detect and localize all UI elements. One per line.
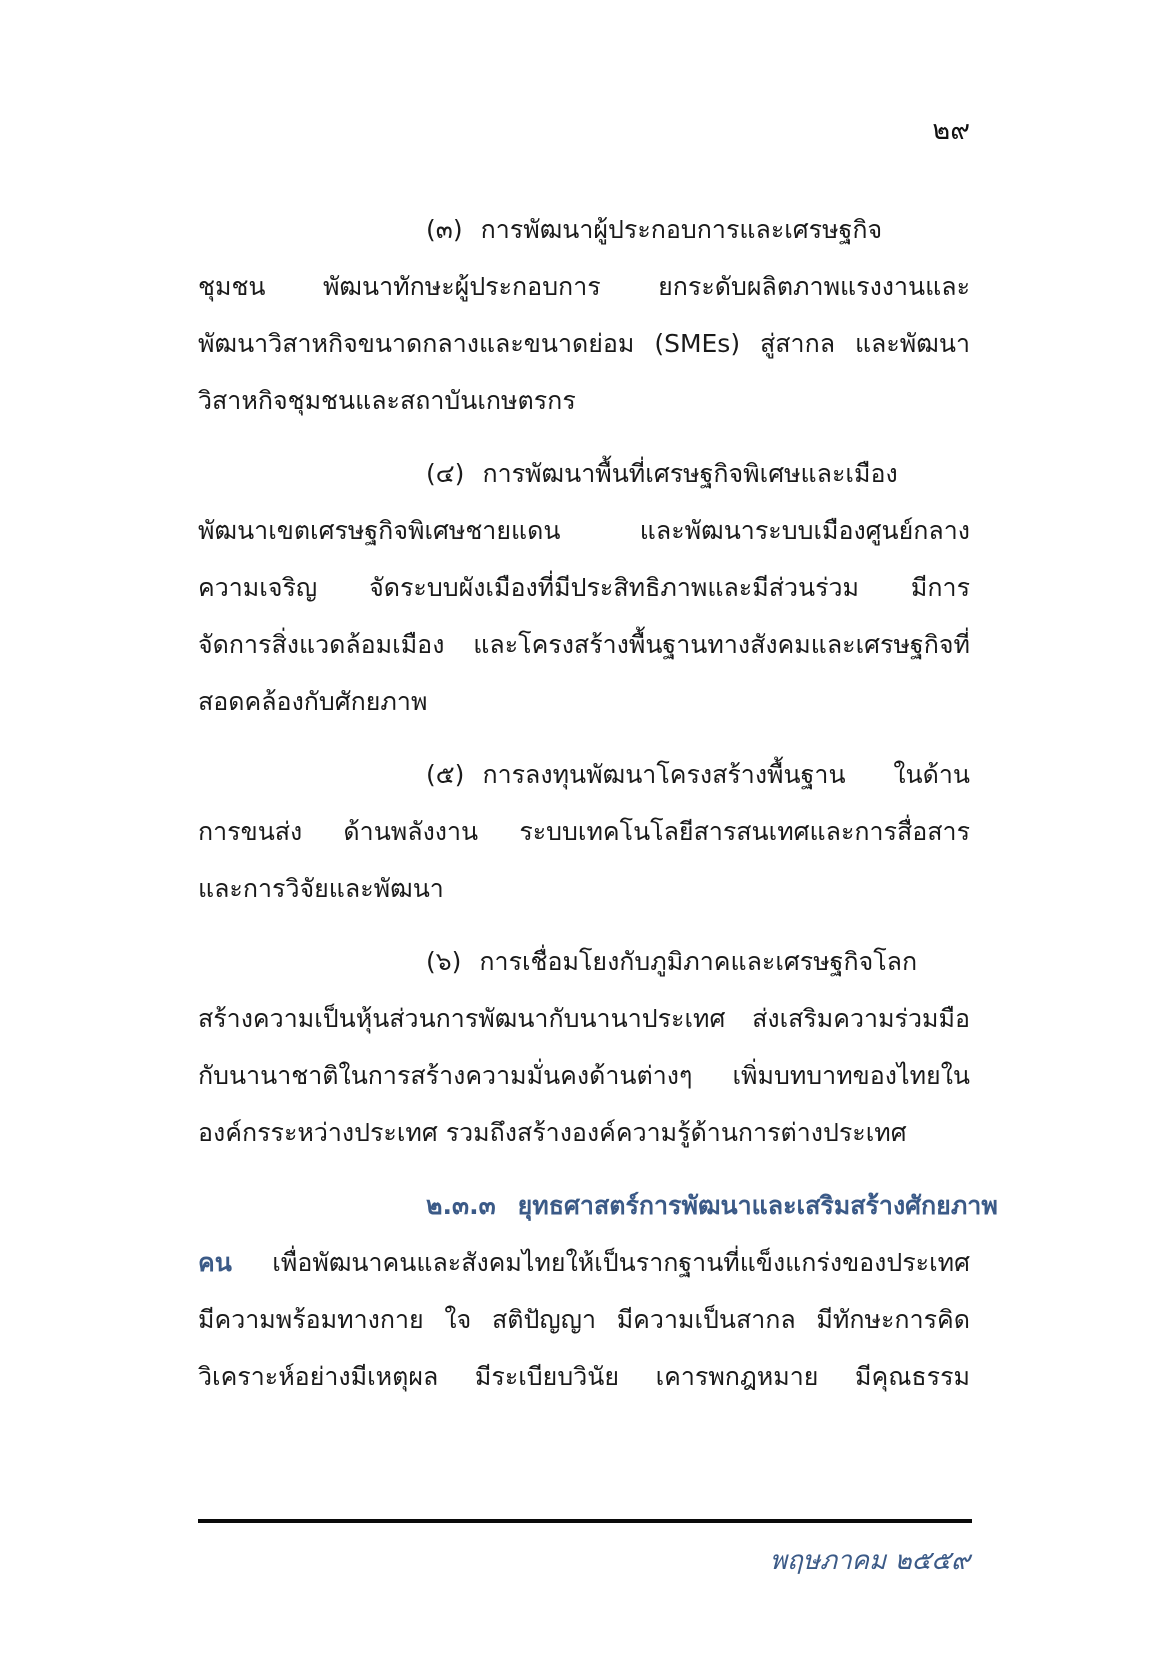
item-line: ชุมชน พัฒนาทักษะผู้ประกอบการ ยกระดับผลิตภาพแรงงานและ [198, 272, 970, 301]
section-heading [198, 1177, 998, 1234]
list-item [198, 445, 970, 730]
section-line: วิเคราะห์อย่างมีเหตุผล มีระเบียบวินัย เคารพกฎหมาย มีคุณธรรม [198, 1362, 970, 1391]
item-number: (๖) [426, 947, 462, 976]
section-line: คน เพื่อพัฒนาคนและสังคมไทยให้เป็นรากฐานที่แข็งแกร่งของประเทศ [198, 1248, 970, 1277]
section-title-continued: คน [198, 1248, 232, 1277]
item-number: (๕) [426, 760, 465, 789]
section-line: มีความพร้อมทางกาย ใจ สติปัญญา มีความเป็นสากล มีทักษะการคิด [198, 1305, 970, 1334]
item-line: พัฒนาเขตเศรษฐกิจพิเศษชายแดน และพัฒนาระบบเมืองศูนย์กลาง [198, 516, 970, 545]
list-item [198, 933, 970, 1161]
item-line: องค์กรระหว่างประเทศ รวมถึงสร้างองค์ความรู้ด้านการต่างประเทศ [198, 1118, 907, 1147]
footer-rule [198, 1519, 972, 1523]
item-first-line: (๔) การพัฒนาพื้นที่เศรษฐกิจพิเศษและเมือง [426, 459, 898, 488]
item-line: การขนส่ง ด้านพลังงาน ระบบเทคโนโลยีสารสนเทศและการสื่อสาร [198, 817, 970, 846]
item-number: (๔) [426, 459, 465, 488]
item-line: กับนานาชาติในการสร้างความมั่นคงด้านต่างๆ เพิ่มบทบาทของไทยใน [198, 1061, 970, 1090]
item-number: (๓) [426, 215, 463, 244]
list-item [198, 746, 970, 917]
document-body [198, 201, 998, 1421]
section-paragraph [198, 1177, 998, 1405]
item-line: สร้างความเป็นหุ้นส่วนการพัฒนากับนานาประเทศ ส่งเสริมความร่วมมือ [198, 1004, 970, 1033]
page-number: ๒๙ [932, 115, 970, 146]
section-title: ยุทธศาสตร์การพัฒนาและเสริมสร้างศักยภาพ [517, 1191, 998, 1220]
item-line: จัดการสิ่งแวดล้อมเมือง และโครงสร้างพื้นฐานทางสังคมและเศรษฐกิจที่ [198, 630, 970, 659]
item-line: พัฒนาวิสาหกิจขนาดกลางและขนาดย่อม (SMEs) สู่สากล และพัฒนา [198, 329, 970, 358]
item-first-line: (๓) การพัฒนาผู้ประกอบการและเศรษฐกิจ [426, 215, 883, 244]
item-line: สอดคล้องกับศักยภาพ [198, 687, 428, 716]
item-line: ความเจริญ จัดระบบผังเมืองที่มีประสิทธิภาพและมีส่วนร่วม มีการ [198, 573, 970, 602]
item-line: และการวิจัยและพัฒนา [198, 874, 444, 903]
list-item [198, 201, 970, 429]
item-first-line: (๖) การเชื่อมโยงกับภูมิภาคและเศรษฐกิจโลก [426, 947, 918, 976]
section-number: ๒.๓.๓ [426, 1191, 496, 1220]
footer-date: พฤษภาคม ๒๕๕๙ [769, 1546, 970, 1576]
item-first-line: (๕) การลงทุนพัฒนาโครงสร้างพื้นฐาน ในด้าน [426, 760, 970, 789]
item-line: วิสาหกิจชุมชนและสถาบันเกษตรกร [198, 386, 576, 415]
